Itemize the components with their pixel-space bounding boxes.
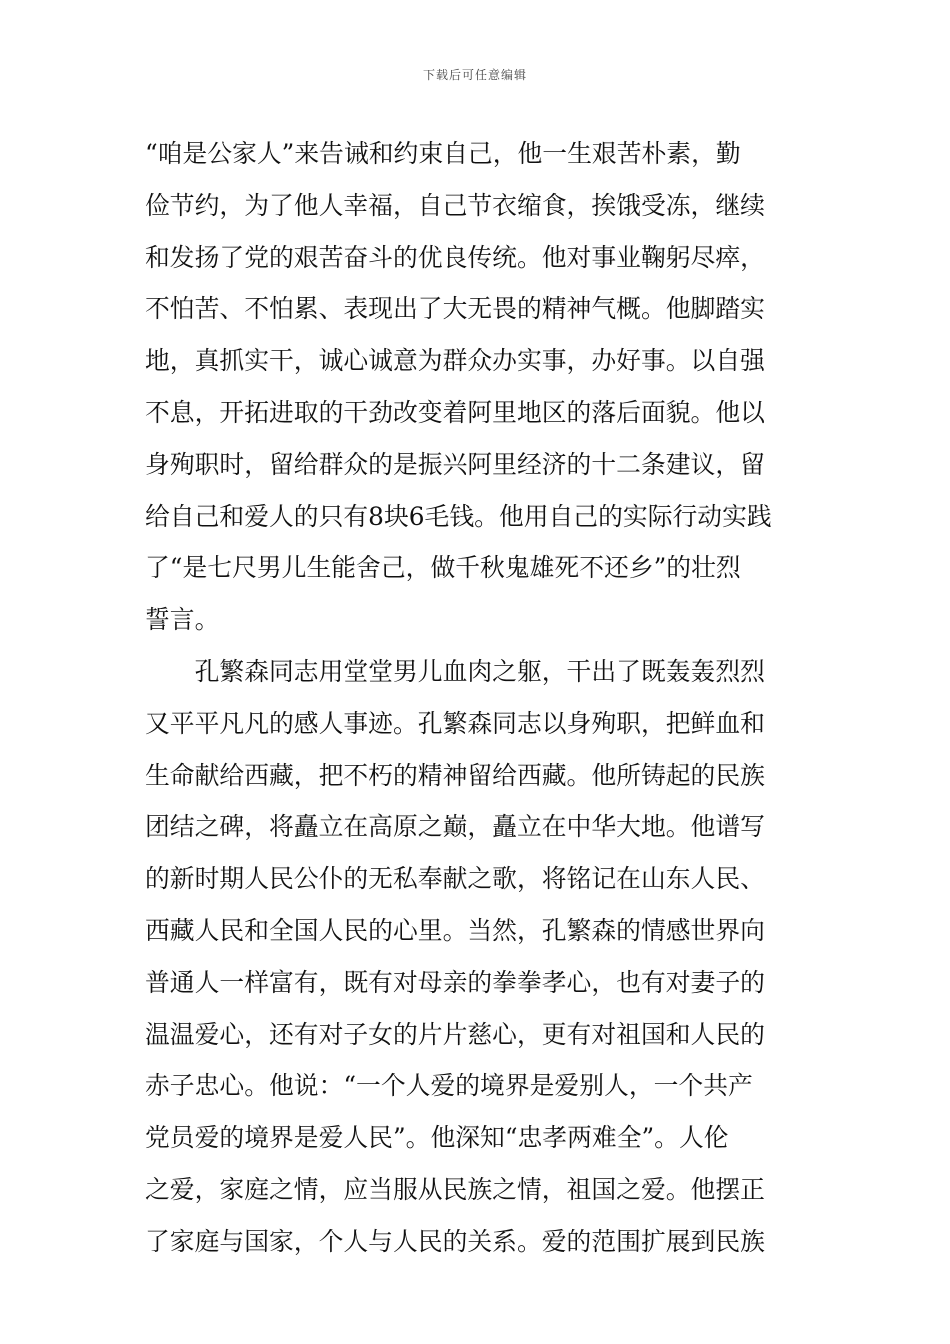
header-note: 下载后可任意编辑 (422, 68, 527, 82)
text-line: 和发扬了党的艰苦奋斗的优良传统。他对事业鞠躬尽瘁， (145, 242, 765, 272)
paragraph-start-line: 孔繁森同志用堂堂男儿血肉之躯，干出了既轰轰烈烈 (145, 656, 765, 686)
text-line: 给自己和爱人的只有8块6毛钱。他用自己的实际行动实践 (145, 501, 772, 531)
text-line: 了家庭与国家，个人与人民的关系。爱的范围扩展到民族 (145, 1226, 765, 1256)
text-line: 地，真抓实干，诚心诚意为群众办实事，办好事。以自强 (145, 346, 765, 376)
text-line: 之爱，家庭之情，应当服从民族之情，祖国之爱。他摆正 (145, 1174, 765, 1204)
text-line: 身殉职时，留给群众的是振兴阿里经济的十二条建议，留 (145, 449, 765, 479)
text-line: 党员爱的境界是爱人民”。他深知“忠孝两难全”。人伦 (145, 1123, 729, 1153)
text-line: 温温爱心，还有对子女的片片慈心，更有对祖国和人民的 (145, 1019, 765, 1049)
text-line: 团结之碑，将矗立在高原之巅，矗立在中华大地。他谱写 (145, 812, 765, 842)
text-line: 不息，开拓进取的干劲改变着阿里地区的落后面貌。他以 (145, 397, 765, 427)
text-line: 赤子忠心。他说：“一个人爱的境界是爱别人，一个共产 (145, 1071, 753, 1101)
text-line: 又平平凡凡的感人事迹。孔繁森同志以身殉职，把鲜血和 (145, 708, 765, 738)
text-line: 誓言。 (145, 605, 220, 635)
text-line: 了“是七尺男儿生能舍己，做千秋鬼雄死不还乡”的壮烈 (145, 553, 741, 583)
text-line: 普通人一样富有，既有对母亲的拳拳孝心，也有对妻子的 (145, 967, 765, 997)
text-line: 西藏人民和全国人民的心里。当然，孔繁森的情感世界向 (145, 915, 765, 945)
text-line: 不怕苦、不怕累、表现出了大无畏的精神气概。他脚踏实 (145, 294, 765, 324)
text-line: 俭节约，为了他人幸福，自己节衣缩食，挨饿受冻，继续 (145, 190, 765, 220)
text-line: “咱是公家人”来告诫和约束自己，他一生艰苦朴素，勤 (145, 139, 741, 168)
text-line: 生命献给西藏，把不朽的精神留给西藏。他所铸起的民族 (145, 760, 765, 790)
body-text (145, 128, 817, 1268)
text-line: 的新时期人民公仆的无私奉献之歌，将铭记在山东人民、 (145, 864, 765, 894)
